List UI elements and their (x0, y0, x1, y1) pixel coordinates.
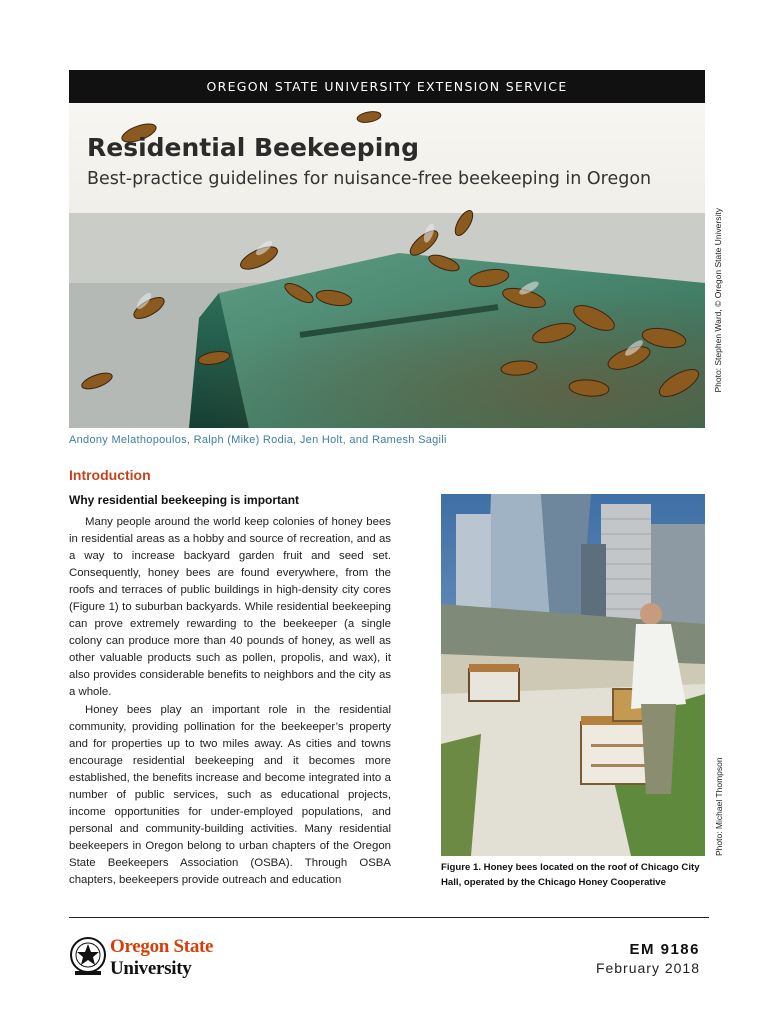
figure-1-caption (441, 860, 711, 890)
author-list: Andony Melathopoulos, Ralph (Mike) Rodia, Jen Holt, and Ramesh Sagili (69, 434, 447, 446)
osu-seal-icon (69, 933, 107, 981)
osu-logo-line1: Oregon State (110, 936, 214, 957)
section-subheading: Why residential beekeeping is important (69, 493, 300, 507)
osu-logo-line2: University (110, 958, 192, 979)
figure-1-caption-text: Figure 1. Honey bees located on the roof of Chicago City Hall, operated by the Chicago Honey Cooperative (441, 862, 700, 888)
document-title: Residential Beekeeping (87, 133, 419, 162)
body-paragraph-1: Many people around the world keep colonies of honey bees in residential areas as a hobby and source of recreation, and as a way to increase backyard garden fruit and seed set. Consequently, honey bees are found everywhere, from the roofs and terraces of public buildings in high-density city cores (Figure 1) to suburban backyards. While residential beekeeping can prove extremely rewarding to the beekeeper (a single colony can produce more than 40 pounds of honey, as well as other valuable products such as pollen, propolis, and wax), it also provides considerable benefits to neighbors and the city as a whole. (69, 516, 391, 698)
body-paragraph-2: Honey bees play an important role in the residential community, providing pollination for the beekeeper’s property and for properties up to two miles away. As cities and towns encourage residential beekeeping and it becomes more established, the benefits increase and become integrated into a number of public services, such as educational projects, income opportunities for under-employed populations, and personal and community-building activities. Many residential beekeepers in Oregon belong to urban chapters of the Oregon State Beekeepers Association (OSBA). Through OSBA chapters, beekeepers provide outreach and education (69, 704, 391, 886)
figure-1-photo-credit: Photo: Michael Thompson (714, 757, 724, 856)
document-number: EM 9186 (629, 941, 700, 958)
osu-logo[interactable] (69, 933, 219, 983)
figure-1-photo (441, 494, 705, 856)
hero-photo-bees (69, 103, 705, 428)
extension-banner: OREGON STATE UNIVERSITY EXTENSION SERVICE (69, 70, 705, 103)
section-heading: Introduction (69, 467, 151, 483)
document-subtitle: Best-practice guidelines for nuisance-free beekeeping in Oregon (87, 169, 652, 189)
footer-divider (69, 917, 709, 918)
publication-date: February 2018 (595, 960, 700, 976)
rooftop-illustration (441, 494, 705, 856)
hero-photo-credit: Photo: Stephen Ward, © Oregon State University (713, 208, 723, 393)
